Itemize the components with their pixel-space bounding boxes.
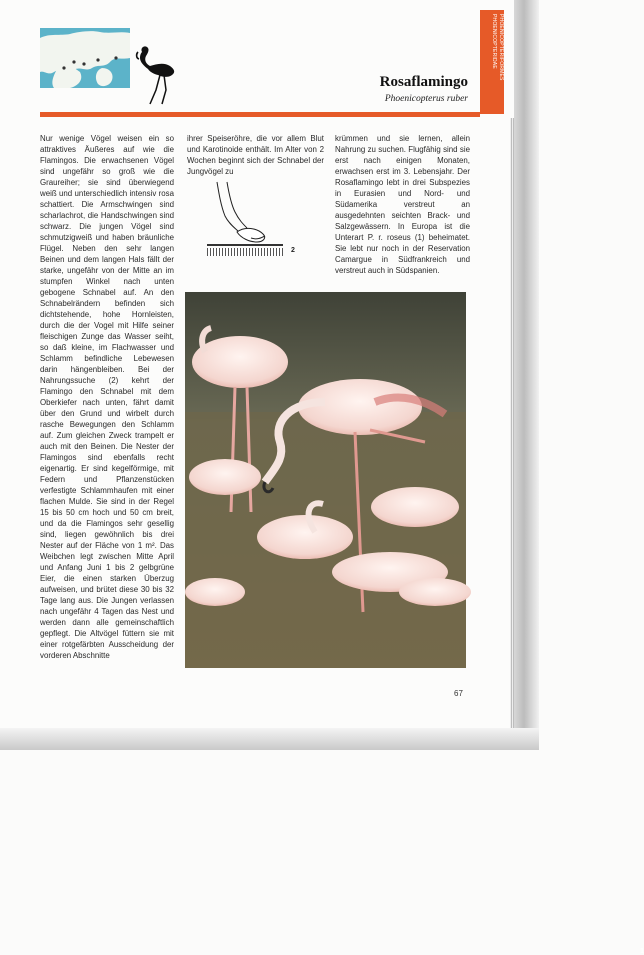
- photo-figure-number: 1: [640, 948, 644, 955]
- paragraph-3: krümmen und sie lernen, allein Nahrung zu suchen. Flugfähig sind sie erst nach einigen Monaten, erwachsen erst im 3. Lebensjahr. Der Rosaflamingo lebt in drei Subspezies in Eurasien und Nord- und Südamerika verstreut an ausgedehnten seichten Brack- und Salzgewässern. In Europa ist die Unterart P. r. roseus (1) beheimatet. Sie lebt nur noch in der Reservation Camargue in Südfrankreich und verstreut auch in Südspanien.: [335, 134, 470, 275]
- page-title: Rosaflamingo: [379, 74, 468, 90]
- feeding-flamingo-sketch: [207, 180, 283, 258]
- edge-tab-text: PHOENICOPTERIFORMES PHOENICOPTERIDAE: [491, 14, 504, 81]
- range-map: [40, 28, 130, 88]
- header-rule: [40, 112, 480, 117]
- paragraph-1: Nur wenige Vögel weisen ein so attraktives Äußeres auf wie die Flamingos. Die erwachsenen Vögel sind ungefähr so groß wie die Graureiher; sie sind überwiegend weiß und unterschiedlich intensiv rosa schattiert. Die Armschwingen sind scharlachrot, die Handschwingen sind schwarz. Die jungen Vögel sind schmutzigweiß und haben bräunliche Flügel. Neben den sehr langen Beinen und dem langen Hals fällt der starke, ungefähr von der Mitte an im stumpfen Winkel nach unten gebogene Schnabel auf. An den Schnabelrändern befinden sich dichtstehende, hohe Hornleisten, durch die der Vogel mit Hilfe seiner fleischigen Zunge das Wasser seiht, so daß kleine, im Flachwasser und Schlamm befindliche Lebewesen darin hängenbleiben. Bei der Nahrungssuche (2) kehrt der Flamingo den Schnabel mit dem Oberkiefer nach unten, fährt damit über den Grund und wirbelt durch rasche Bewegungen den Schlamm auf. Zum gleichen Zweck trampelt er auch mit den Beinen. Die Nester der Flamingos sind ebenfalls recht eigenartig. Er sind kegelförmige, mit Federn und Pflanzenstücken verfestigte Schlammhaufen mit einer flachen Mulde. Sie sind in der Regel 15 bis 50 cm hoch und 50 cm breit, und da die Flamingos sehr gesellig sind, liegen gewöhnlich bis drei Nester auf der Fläche von 1 m². Das Weibchen legt zwischen Mitte April und Anfang Juni 1 bis 2 gelbgrüne Eier, die einen starken Überzug aufweisen, und brütet diese 30 bis 32 Tage lang aus. Die Jungen verlassen nach ungefähr 4 Tagen das Nest und werden dann alle gemeinschaftlich gepflegt. Die Altvögel füttern sie mit einer rotgefärbten Ausscheidung der vorderen Abschnitte: [40, 134, 174, 660]
- range-map-graphic: [40, 28, 130, 88]
- text-column-2: [187, 133, 324, 177]
- scientific-name: Phoenicopterus ruber: [384, 94, 468, 104]
- text-column-3: [335, 133, 470, 276]
- page-bottom-shadow: [0, 728, 539, 750]
- sketch-figure-number: 2: [291, 247, 295, 254]
- book-spine: [514, 0, 539, 750]
- flamingo-photo-graphic: [185, 292, 466, 668]
- page-number: 67: [454, 689, 463, 698]
- flamingo-silhouette-icon: [134, 44, 180, 106]
- text-column-1: [40, 133, 174, 661]
- paragraph-2: ihrer Speiseröhre, die vor allem Blut und Karotinoide enthält. Im Alter von 2 Wochen beginnt sich der Schnabel der Jungvögel zu: [187, 134, 324, 176]
